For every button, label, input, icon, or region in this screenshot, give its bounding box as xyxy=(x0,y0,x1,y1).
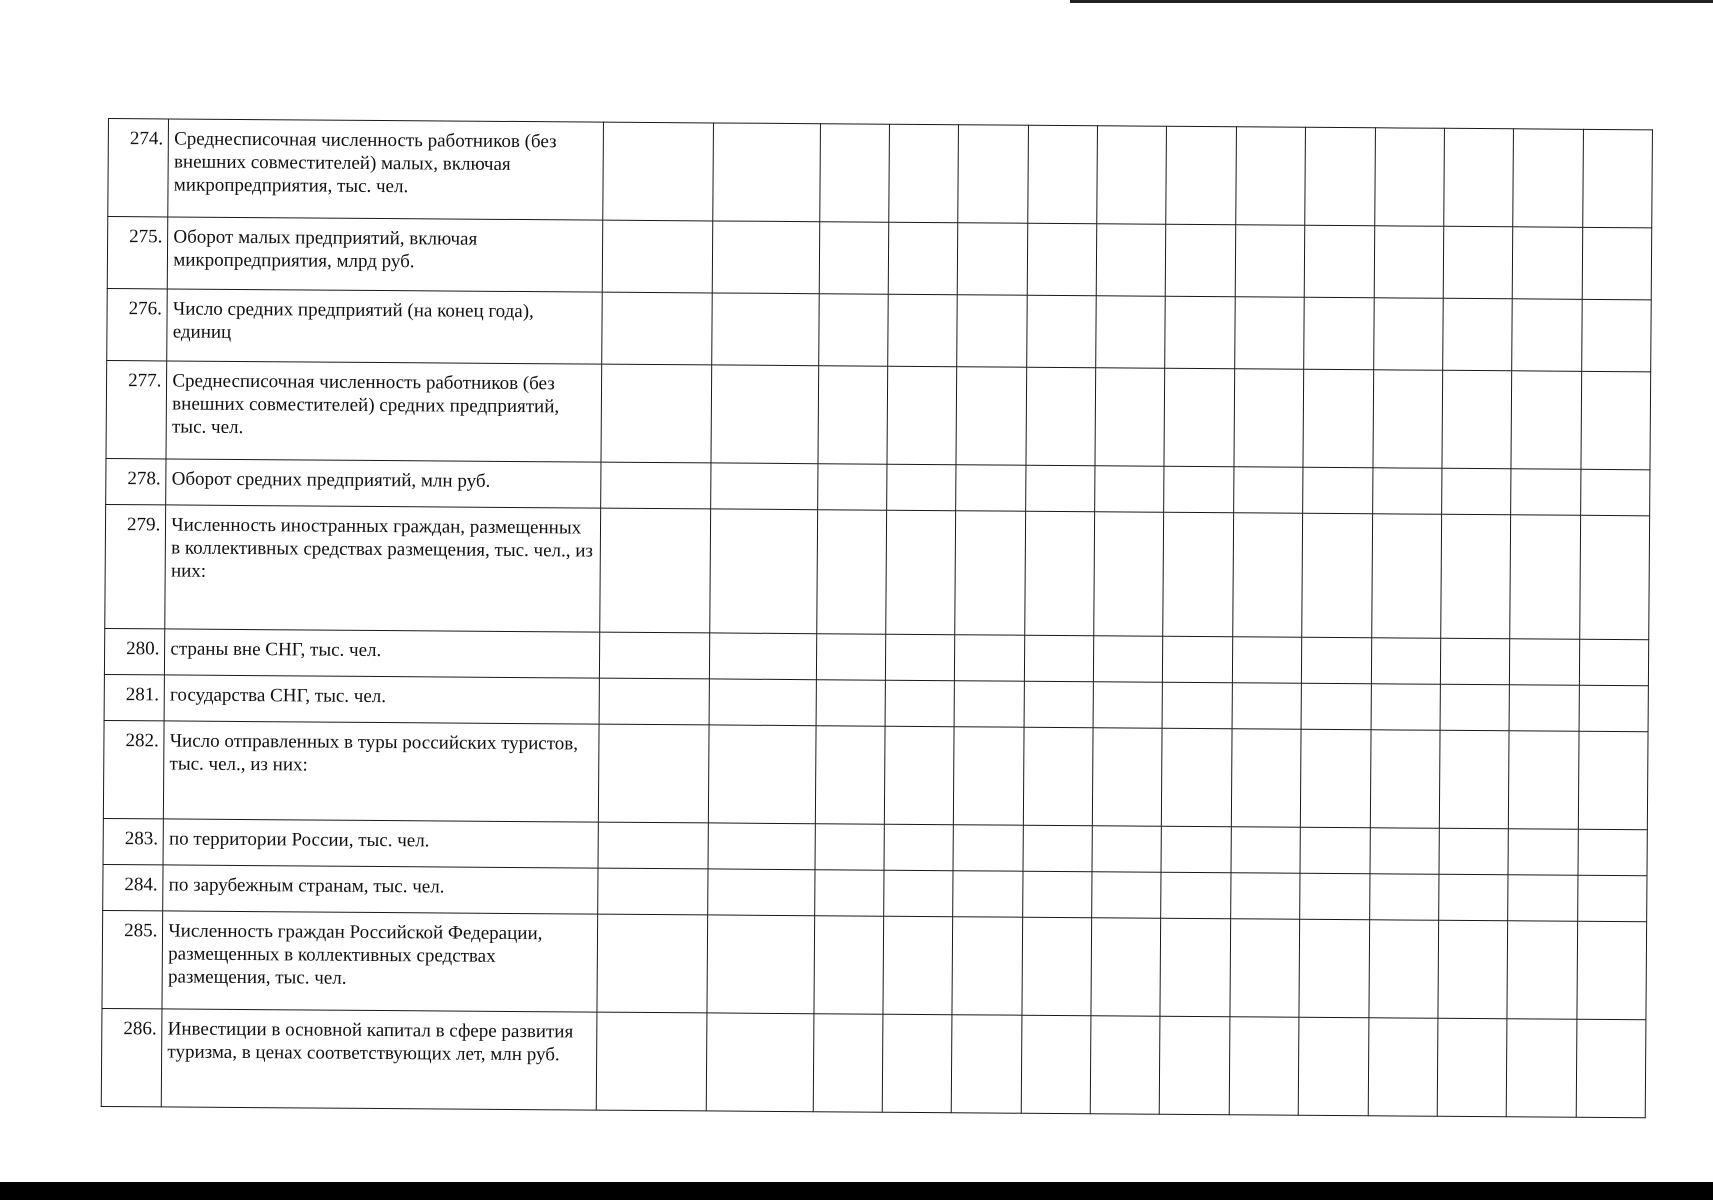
value-cell xyxy=(710,633,817,680)
value-cell xyxy=(953,825,1023,872)
value-cell xyxy=(883,916,953,1015)
value-cell xyxy=(888,222,958,295)
value-cell xyxy=(1442,468,1512,515)
value-cell xyxy=(598,822,709,869)
value-cell xyxy=(1092,872,1162,919)
value-cell xyxy=(1512,227,1582,300)
value-cell xyxy=(1511,469,1581,516)
row-number: 275. xyxy=(107,217,168,289)
value-cell xyxy=(1301,683,1371,730)
value-cell xyxy=(957,295,1027,368)
value-cell xyxy=(1440,684,1510,731)
value-cell xyxy=(888,294,958,367)
value-cell xyxy=(1024,635,1094,682)
value-cell xyxy=(1160,1016,1230,1115)
table-row xyxy=(101,1008,1646,1117)
value-cell xyxy=(1444,128,1514,227)
value-cell xyxy=(1443,298,1513,371)
value-cell xyxy=(1438,920,1508,1019)
value-cell xyxy=(952,1015,1022,1114)
row-indicator-label: страны вне СНГ, тыс. чел. xyxy=(165,629,600,678)
value-cell xyxy=(598,724,709,823)
table-row xyxy=(106,360,1651,469)
value-cell xyxy=(1579,685,1649,732)
value-cell xyxy=(1302,513,1372,638)
row-indicator-label: Среднесписочная численность работников (без внешних совместителей) средних предприятий, тыс. чел. xyxy=(166,361,601,462)
value-cell xyxy=(597,868,708,915)
row-indicator-label: Инвестиции в основной капитал в сфере развития туризма, в ценах соответствующих лет, млн руб. xyxy=(162,1009,597,1110)
value-cell xyxy=(1443,226,1513,299)
value-cell xyxy=(1581,299,1651,372)
row-indicator-label: Среднесписочная численность работников (без внешних совместителей) малых, включая микропредприятия, тыс. чел. xyxy=(168,119,603,220)
value-cell xyxy=(599,632,710,679)
value-cell xyxy=(1231,729,1301,828)
value-cell xyxy=(596,1012,707,1111)
value-cell xyxy=(1026,295,1096,368)
value-cell xyxy=(814,870,884,917)
value-cell xyxy=(884,726,954,825)
row-indicator-label: по зарубежным странам, тыс. чел. xyxy=(163,865,598,914)
value-cell xyxy=(817,464,887,511)
value-cell xyxy=(1022,917,1092,1016)
value-cell xyxy=(819,222,889,295)
value-cell xyxy=(1370,730,1440,829)
value-cell xyxy=(1024,511,1094,636)
row-indicator-label: Оборот малых предприятий, включая микропредприятия, млрд руб. xyxy=(168,217,603,292)
value-cell xyxy=(1439,874,1509,921)
value-cell xyxy=(1229,1017,1299,1116)
value-cell xyxy=(1027,223,1097,296)
value-cell xyxy=(885,634,955,681)
value-cell xyxy=(1233,513,1303,638)
value-cell xyxy=(1162,728,1232,827)
value-cell xyxy=(1096,224,1166,297)
table-row xyxy=(102,910,1647,1019)
value-cell xyxy=(1094,512,1164,637)
value-cell xyxy=(1166,224,1236,297)
value-cell xyxy=(1163,636,1233,683)
value-cell xyxy=(600,462,711,509)
value-cell xyxy=(1368,920,1438,1019)
value-cell xyxy=(1303,369,1373,468)
value-cell xyxy=(889,124,959,223)
value-cell xyxy=(816,680,886,727)
value-cell xyxy=(953,871,1023,918)
value-cell xyxy=(1235,297,1305,370)
value-cell xyxy=(1374,226,1444,299)
value-cell xyxy=(815,824,885,871)
scan-edge-top xyxy=(1070,0,1713,3)
value-cell xyxy=(1092,728,1162,827)
value-cell xyxy=(1095,368,1165,467)
value-cell xyxy=(599,678,710,725)
value-cell xyxy=(1371,514,1441,639)
value-cell xyxy=(1161,872,1231,919)
value-cell xyxy=(1024,681,1094,728)
table-row xyxy=(107,217,1651,300)
value-cell xyxy=(1301,729,1371,828)
value-cell xyxy=(1510,639,1580,686)
value-cell xyxy=(1026,367,1096,466)
value-cell xyxy=(954,681,1024,728)
value-cell xyxy=(1092,826,1162,873)
value-cell xyxy=(713,123,820,222)
value-cell xyxy=(1512,299,1582,372)
value-cell xyxy=(1371,684,1441,731)
value-cell xyxy=(1440,638,1510,685)
value-cell xyxy=(1165,296,1235,369)
row-number: 282. xyxy=(103,720,164,818)
value-cell xyxy=(602,220,713,293)
value-cell xyxy=(1582,129,1652,228)
value-cell xyxy=(882,1014,952,1113)
value-cell xyxy=(1093,682,1163,729)
value-cell xyxy=(1577,875,1647,922)
value-cell xyxy=(1164,368,1234,467)
value-cell xyxy=(816,634,886,681)
row-indicator-label: государства СНГ, тыс. чел. xyxy=(164,675,599,724)
row-number: 286. xyxy=(101,1008,162,1106)
value-cell xyxy=(1371,638,1441,685)
value-cell xyxy=(1094,636,1164,683)
value-cell xyxy=(1233,467,1303,514)
value-cell xyxy=(710,509,817,634)
value-cell xyxy=(1097,126,1167,225)
row-indicator-label: Число отправленных в туры российских туристов, тыс. чел., из них: xyxy=(164,721,599,822)
value-cell xyxy=(1021,1015,1091,1114)
table-row xyxy=(108,119,1653,228)
value-cell xyxy=(1022,871,1092,918)
value-cell xyxy=(1160,918,1230,1017)
value-cell xyxy=(1305,127,1375,226)
value-cell xyxy=(1442,370,1512,469)
value-cell xyxy=(707,915,814,1014)
value-cell xyxy=(1095,466,1165,513)
value-cell xyxy=(1508,829,1578,876)
value-cell xyxy=(1368,1018,1438,1117)
table-row xyxy=(105,504,1650,639)
value-cell xyxy=(711,463,818,510)
scan-edge-bottom xyxy=(0,1182,1713,1200)
value-cell xyxy=(816,510,886,635)
value-cell xyxy=(1230,873,1300,920)
value-cell xyxy=(1164,466,1234,513)
value-cell xyxy=(819,124,889,223)
value-cell xyxy=(1372,468,1442,515)
value-cell xyxy=(884,870,954,917)
value-cell xyxy=(711,365,818,464)
value-cell xyxy=(1163,682,1233,729)
value-cell xyxy=(1509,685,1579,732)
value-cell xyxy=(1511,371,1581,470)
value-cell xyxy=(1028,125,1098,224)
value-cell xyxy=(1437,1018,1507,1117)
value-cell xyxy=(886,510,956,635)
value-cell xyxy=(956,367,1026,466)
value-cell xyxy=(1581,371,1651,470)
row-number: 277. xyxy=(106,360,167,458)
value-cell xyxy=(1302,637,1372,684)
row-number: 276. xyxy=(107,288,168,360)
value-cell xyxy=(1373,298,1443,371)
value-cell xyxy=(1577,921,1647,1020)
value-cell xyxy=(1090,1016,1160,1115)
value-cell xyxy=(1510,515,1580,640)
value-cell xyxy=(1298,1017,1368,1116)
value-cell xyxy=(884,824,954,871)
value-cell xyxy=(1513,129,1583,228)
value-cell xyxy=(712,293,819,366)
table-row xyxy=(103,720,1648,829)
indicator-table xyxy=(101,118,1653,1118)
value-cell xyxy=(706,1013,813,1112)
value-cell xyxy=(1096,296,1166,369)
value-cell xyxy=(708,869,815,916)
row-indicator-label: Численность граждан Российской Федерации, размещенных в коллективных средствах размещения, тыс. чел. xyxy=(162,911,597,1012)
value-cell xyxy=(709,679,816,726)
value-cell xyxy=(1508,875,1578,922)
value-cell xyxy=(956,465,1026,512)
value-cell xyxy=(1166,126,1236,225)
value-cell xyxy=(1231,827,1301,874)
value-cell xyxy=(712,221,819,294)
value-cell xyxy=(1023,825,1093,872)
value-cell xyxy=(885,680,955,727)
value-cell xyxy=(1300,873,1370,920)
row-indicator-label: Оборот средних предприятий, млн руб. xyxy=(166,459,601,508)
row-number: 279. xyxy=(105,504,166,628)
value-cell xyxy=(1230,919,1300,1018)
value-cell xyxy=(814,916,884,1015)
row-number: 283. xyxy=(103,818,164,864)
value-cell xyxy=(1439,730,1509,829)
value-cell xyxy=(1509,731,1579,830)
value-cell xyxy=(1578,829,1648,876)
value-cell xyxy=(952,917,1022,1016)
value-cell xyxy=(954,727,1024,826)
value-cell xyxy=(1579,515,1649,640)
value-cell xyxy=(818,294,888,367)
value-cell xyxy=(1506,1019,1576,1118)
row-number: 274. xyxy=(108,119,169,217)
indicator-table-wrapper xyxy=(101,118,1653,1118)
value-cell xyxy=(1235,225,1305,298)
value-cell xyxy=(1236,127,1306,226)
value-cell xyxy=(1374,128,1444,227)
value-cell xyxy=(813,1014,883,1113)
value-cell xyxy=(1580,469,1650,516)
value-cell xyxy=(1299,919,1369,1018)
value-cell xyxy=(708,823,815,870)
value-cell xyxy=(955,635,1025,682)
value-cell xyxy=(818,366,888,465)
value-cell xyxy=(1232,637,1302,684)
value-cell xyxy=(887,464,957,511)
value-cell xyxy=(1373,370,1443,469)
row-indicator-label: Численность иностранных граждан, размещенных в коллективных средствах размещения, тыс. чел., из них: xyxy=(165,505,600,632)
value-cell xyxy=(815,726,885,825)
value-cell xyxy=(1025,465,1095,512)
value-cell xyxy=(958,223,1028,296)
value-cell xyxy=(601,292,712,365)
table-body xyxy=(101,119,1652,1118)
value-cell xyxy=(1370,828,1440,875)
value-cell xyxy=(958,125,1028,224)
value-cell xyxy=(1161,826,1231,873)
value-cell xyxy=(1232,683,1302,730)
row-number: 280. xyxy=(104,628,165,674)
value-cell xyxy=(887,366,957,465)
value-cell xyxy=(1304,297,1374,370)
value-cell xyxy=(1441,514,1511,639)
value-cell xyxy=(1300,827,1370,874)
value-cell xyxy=(1439,828,1509,875)
value-cell xyxy=(1579,639,1649,686)
row-indicator-label: Число средних предприятий (на конец года), единиц xyxy=(167,289,602,364)
table-row xyxy=(107,288,1651,371)
value-cell xyxy=(1163,512,1233,637)
value-cell xyxy=(1304,225,1374,298)
value-cell xyxy=(1576,1019,1646,1118)
value-cell xyxy=(708,725,815,824)
value-cell xyxy=(1091,918,1161,1017)
row-indicator-label: по территории России, тыс. чел. xyxy=(163,819,598,868)
value-cell xyxy=(599,508,710,633)
value-cell xyxy=(1369,874,1439,921)
value-cell xyxy=(601,364,712,463)
value-cell xyxy=(597,914,708,1013)
value-cell xyxy=(1023,727,1093,826)
row-number: 285. xyxy=(102,910,163,1008)
value-cell xyxy=(1507,921,1577,1020)
value-cell xyxy=(602,122,713,221)
row-number: 281. xyxy=(104,674,165,720)
value-cell xyxy=(1582,227,1652,300)
value-cell xyxy=(1303,467,1373,514)
value-cell xyxy=(1578,731,1648,830)
value-cell xyxy=(1234,369,1304,468)
row-number: 284. xyxy=(103,864,164,910)
value-cell xyxy=(955,511,1025,636)
row-number: 278. xyxy=(106,458,167,504)
